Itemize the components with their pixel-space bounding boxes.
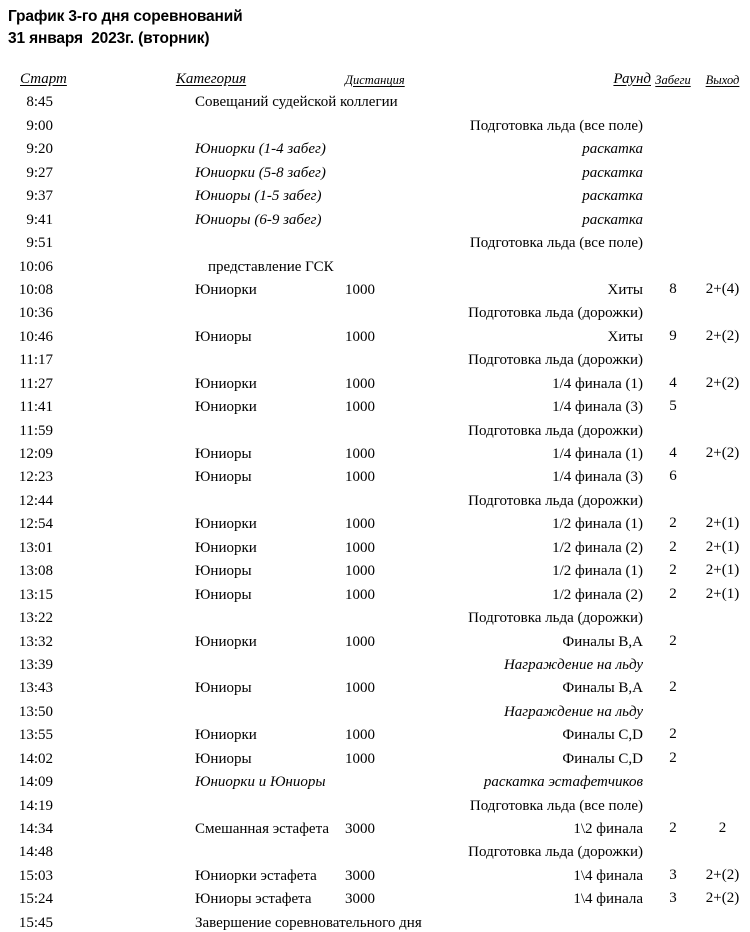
cell-round: Финалы C,D [562,750,643,767]
cell-output [695,346,750,369]
document-title-block [8,6,608,50]
table-row [0,533,750,556]
cell-start: 12:23 [18,469,53,486]
cell-heats [651,252,695,275]
cell-category [95,299,327,322]
cell-heats: 2 [669,515,677,532]
cell-start: 13:08 [18,563,53,580]
cell-heats [651,416,695,439]
cell-output [695,182,750,205]
cell-round: раскатка [582,188,643,205]
cell-heats [651,111,695,134]
cell-output [695,252,750,275]
table-row [0,346,750,369]
cell-round: 1/2 финала (1) [552,516,643,533]
cell-round: Финалы B,A [562,680,643,697]
table-row [0,815,750,838]
cell-distance [327,205,417,228]
column-header-round: Раунд [613,71,651,87]
cell-start: 13:50 [18,703,53,720]
cell-round: Подготовка льда (все поле) [469,117,643,134]
cell-heats: 9 [669,327,677,344]
cell-heats: 8 [669,280,677,297]
cell-category: представление ГСК [208,258,334,275]
cell-start: 10:06 [18,258,53,275]
cell-round: Финалы B,A [562,633,643,650]
cell-output [695,229,750,252]
page-title: График 3-го дня соревнований [8,8,243,25]
page-subtitle-date: 31 января 2023г. (вторник) [8,30,210,47]
cell-heats [651,768,695,791]
cell-start: 15:45 [18,914,53,931]
cell-category: Завершение соревновательного дня [195,914,422,931]
table-row [0,486,750,509]
cell-round: раскатка [582,164,643,181]
cell-output [695,299,750,322]
cell-distance: 1000 [345,680,375,697]
table-row [0,768,750,791]
column-header-output: Выход [705,73,740,87]
cell-distance: 1000 [345,399,375,416]
cell-round: Хиты [607,281,643,298]
cell-round: 1\4 финала [573,891,643,908]
cell-category: Юниорки [195,399,257,416]
cell-output [695,674,750,697]
table-row [0,158,750,181]
cell-output [695,768,750,791]
cell-distance: 1000 [345,375,375,392]
table-header-row [0,66,750,88]
cell-start: 9:27 [26,164,53,181]
table-row [0,299,750,322]
table-row [0,135,750,158]
cell-start: 9:51 [26,235,53,252]
cell-distance [327,651,417,674]
table-row [0,322,750,345]
table-row [0,908,750,931]
cell-distance: 1000 [345,563,375,580]
cell-start: 9:37 [26,188,53,205]
table-row [0,557,750,580]
cell-heats: 2 [669,562,677,579]
table-row [0,744,750,767]
table-row [0,276,750,299]
cell-round: Подготовка льда (дорожки) [468,352,643,369]
cell-start: 14:19 [18,797,53,814]
table-row [0,416,750,439]
cell-round: 1/4 финала (1) [552,446,643,462]
cell-output: 2+(2) [705,866,740,883]
cell-category [95,416,327,439]
cell-start: 8:45 [26,94,53,111]
column-header-distance: Дистанция [345,73,405,87]
cell-distance: 1000 [345,328,375,345]
cell-distance: 3000 [345,867,375,884]
cell-round: Хиты [607,328,643,345]
table-row [0,440,750,463]
cell-start: 9:20 [26,141,53,158]
cell-output [695,791,750,814]
cell-heats [651,88,695,111]
cell-category [95,651,327,674]
cell-category: Юниорки [195,375,257,392]
cell-round: Подготовка льда (дорожки) [468,844,643,861]
cell-round: Подготовка льда (дорожки) [468,492,643,509]
cell-start: 10:08 [18,281,53,298]
cell-output [695,416,750,439]
cell-distance: 1000 [345,446,375,462]
table-row [0,580,750,603]
cell-start: 10:46 [18,328,53,345]
cell-category: Юниоры [195,680,252,697]
table-row [0,651,750,674]
table-row [0,510,750,533]
cell-start: 11:59 [19,422,53,439]
cell-round [417,88,651,111]
cell-category: Юниоры [195,750,252,767]
cell-output: 2+(1) [705,585,740,602]
cell-heats: 2 [669,585,677,602]
cell-category: Совещаний судейской коллегии [195,94,398,111]
cell-start: 15:03 [18,867,53,884]
cell-distance [327,838,417,861]
cell-heats [651,299,695,322]
cell-start: 13:15 [18,586,53,603]
cell-start: 14:09 [18,774,53,791]
cell-heats: 4 [669,445,677,461]
cell-distance [327,158,417,181]
cell-output [695,111,750,134]
cell-heats [651,346,695,369]
cell-start: 12:09 [18,446,53,462]
table-row [0,627,750,650]
cell-output [695,908,750,931]
cell-start: 13:55 [18,727,53,744]
cell-round: 1/2 финала (2) [552,539,643,556]
cell-distance [327,768,417,791]
cell-heats [651,697,695,720]
column-header-category: Категория [175,71,247,87]
cell-category: Юниорки и Юниоры [195,774,326,791]
cell-round: Подготовка льда (дорожки) [468,422,643,439]
cell-round: раскатка эстафетчиков [483,774,643,791]
cell-category: Юниоры [195,446,252,462]
cell-start: 9:00 [26,117,53,134]
cell-distance: 3000 [345,821,375,837]
table-row [0,252,750,275]
cell-start: 11:41 [19,399,53,416]
cell-output: 2 [718,820,727,836]
cell-round: 1/2 финала (2) [552,586,643,603]
cell-heats: 2 [669,679,677,696]
table-row [0,697,750,720]
cell-distance [327,486,417,509]
cell-heats: 2 [669,632,677,649]
cell-round [417,908,651,931]
cell-output [695,627,750,650]
cell-heats [651,486,695,509]
table-row [0,674,750,697]
cell-output [695,88,750,111]
cell-output: 2+(2) [705,890,740,907]
cell-category: Юниорки (1-4 забег) [195,141,326,158]
cell-heats [651,135,695,158]
cell-heats: 5 [669,398,677,415]
cell-distance [327,416,417,439]
cell-round: 1/4 финала (3) [552,469,643,486]
cell-round: 1/4 финала (3) [552,399,643,416]
cell-heats: 2 [669,820,677,836]
cell-heats [651,229,695,252]
cell-distance: 1000 [345,281,375,298]
cell-distance [327,111,417,134]
cell-round: Подготовка льда (дорожки) [468,610,643,627]
cell-category [95,838,327,861]
cell-heats: 3 [669,866,677,883]
cell-category: Юниорки [195,539,257,556]
cell-output: 2+(1) [705,562,740,579]
cell-output [695,721,750,744]
cell-category: Юниорки [195,281,257,298]
cell-round: Подготовка льда (все поле) [469,235,643,252]
cell-distance: 1000 [345,469,375,486]
cell-heats [651,604,695,627]
cell-distance: 1000 [345,586,375,603]
cell-distance [327,791,417,814]
table-row [0,463,750,486]
cell-heats [651,205,695,228]
cell-category [95,791,327,814]
cell-heats [651,158,695,181]
cell-distance: 1000 [345,539,375,556]
cell-heats: 3 [669,890,677,907]
cell-category: Юниоры [195,328,252,345]
cell-start: 14:48 [18,844,53,861]
cell-category: Юниорки эстафета [195,867,317,884]
table-row [0,88,750,111]
table-row [0,791,750,814]
cell-round: 1/4 финала (1) [552,375,643,392]
schedule-body [0,88,750,932]
table-row [0,229,750,252]
cell-start: 12:54 [18,516,53,533]
table-row [0,393,750,416]
cell-round: Награждение на льду [503,656,643,673]
cell-distance: 1000 [345,633,375,650]
cell-distance [327,229,417,252]
cell-heats: 4 [669,374,677,391]
cell-round: раскатка [582,211,643,228]
cell-round: Подготовка льда (все поле) [469,797,643,814]
cell-round: Подготовка льда (дорожки) [468,305,643,322]
cell-start: 11:17 [19,352,53,369]
cell-round: 1\4 финала [573,867,643,884]
column-header-start: Старт [20,71,67,87]
cell-heats [651,651,695,674]
cell-category [95,697,327,720]
column-header-heats: Забеги [655,73,691,87]
cell-output [695,205,750,228]
cell-heats: 6 [669,468,677,485]
cell-category: Юниорки (5-8 забег) [195,164,326,181]
table-row [0,111,750,134]
cell-category: Юниоры [195,469,252,486]
cell-output [695,744,750,767]
cell-category: Юниорки [195,633,257,650]
cell-output: 2+(1) [705,515,740,532]
cell-round: Финалы C,D [562,727,643,744]
cell-round: раскатка [582,141,643,158]
cell-start: 12:44 [18,492,53,509]
table-row [0,604,750,627]
cell-category [95,111,327,134]
cell-output: 2+(1) [705,538,740,555]
cell-distance: 1000 [345,727,375,744]
cell-output [695,604,750,627]
cell-output [695,135,750,158]
cell-distance [327,135,417,158]
cell-distance [327,346,417,369]
cell-distance: 3000 [345,891,375,908]
cell-output: 2+(2) [705,445,740,461]
cell-distance: 1000 [345,516,375,533]
cell-start: 10:36 [18,305,53,322]
cell-start: 13:32 [18,633,53,650]
cell-start: 13:43 [18,680,53,697]
table-row [0,861,750,884]
cell-distance [327,604,417,627]
cell-category: Юниоры (6-9 забег) [195,211,322,228]
table-row [0,721,750,744]
cell-output [695,697,750,720]
cell-distance [327,182,417,205]
cell-distance [327,252,417,275]
cell-heats [651,182,695,205]
cell-category: Юниорки [195,727,257,744]
cell-category: Юниоры эстафета [195,891,312,908]
cell-output [695,486,750,509]
table-row [0,369,750,392]
cell-heats: 2 [669,726,677,743]
cell-heats: 2 [669,749,677,766]
cell-start: 13:22 [18,610,53,627]
cell-distance [327,299,417,322]
cell-distance [327,697,417,720]
cell-round: Награждение на льду [503,703,643,720]
cell-heats: 2 [669,538,677,555]
cell-output [695,651,750,674]
cell-start: 11:27 [19,375,53,392]
cell-round: 1/2 финала (1) [552,563,643,580]
cell-start: 14:34 [18,821,53,837]
cell-output [695,158,750,181]
cell-heats [651,838,695,861]
cell-start: 9:41 [26,211,53,228]
cell-start: 13:39 [18,656,53,673]
table-row [0,885,750,908]
cell-category [95,604,327,627]
cell-start: 14:02 [18,750,53,767]
cell-category [95,346,327,369]
cell-category: Юниорки [195,516,257,533]
cell-output [695,463,750,486]
cell-category: Смешанная эстафета [195,821,329,837]
cell-category [95,229,327,252]
cell-category: Юниоры [195,563,252,580]
cell-heats [651,908,695,931]
cell-category: Юниоры [195,586,252,603]
cell-output [695,838,750,861]
cell-start: 13:01 [18,539,53,556]
cell-output: 2+(2) [705,374,740,391]
cell-round [417,252,651,275]
cell-distance: 1000 [345,750,375,767]
cell-start: 15:24 [18,891,53,908]
table-row [0,205,750,228]
cell-category: Юниоры (1-5 забег) [195,188,322,205]
table-row [0,838,750,861]
cell-output: 2+(4) [705,280,740,297]
table-row [0,182,750,205]
cell-output [695,393,750,416]
cell-category [95,486,327,509]
cell-round: 1\2 финала [573,821,643,837]
cell-output: 2+(2) [705,327,740,344]
cell-heats [651,791,695,814]
schedule-table [0,66,750,932]
